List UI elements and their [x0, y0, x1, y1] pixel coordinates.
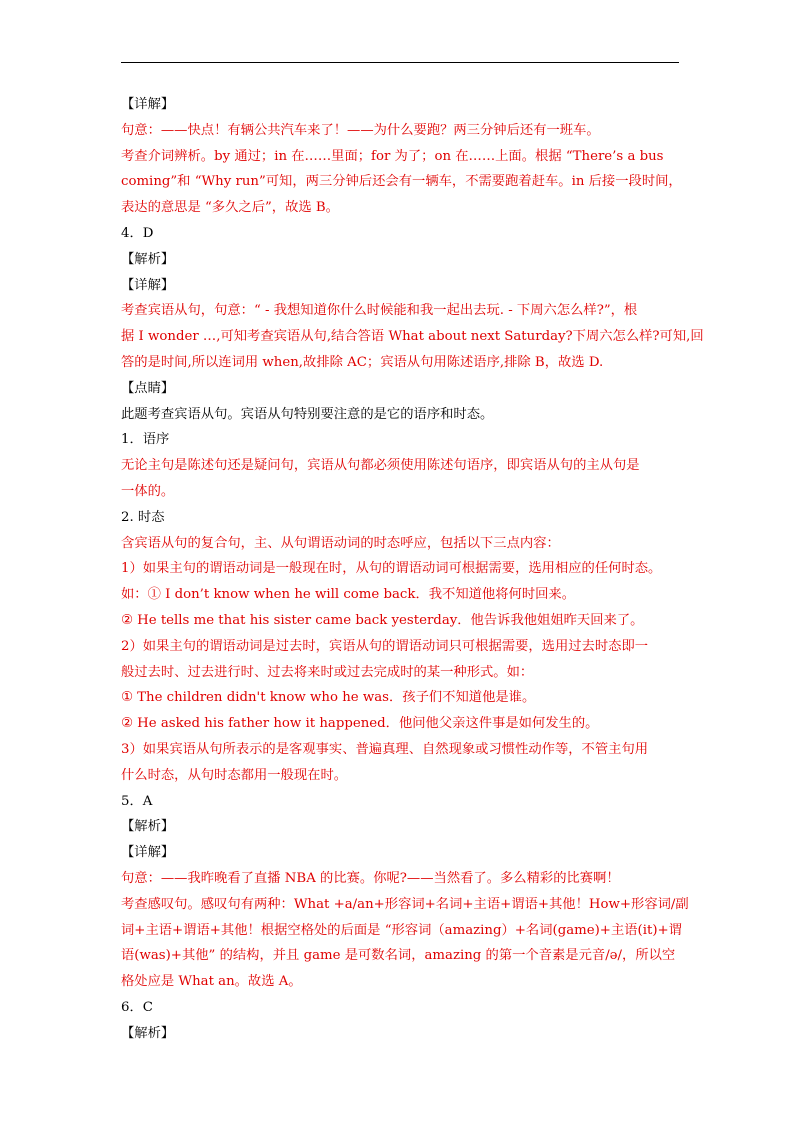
text-line: 【详解】	[121, 845, 175, 861]
text-line: 据 I wonder …,可知考查宾语从句,结合答语 What about next Saturday?下周六怎么样?可知,回	[121, 329, 704, 345]
text-line: 无论主句是陈述句还是疑问句，宾语从句都必须使用陈述句语序，即宾语从句的主从句是	[121, 458, 640, 474]
text-line: 5．A	[121, 793, 153, 809]
text-line: ② He tells me that his sister came back yesterday．他告诉我他姐姐昨天回来了。	[121, 612, 644, 628]
text-line: 4．D	[121, 225, 154, 241]
text-line: 1．语序	[121, 432, 170, 448]
text-line: 一体的。	[121, 483, 175, 499]
text-line: 答的是时间,所以连词用 when,故排除 AC；宾语从句用陈述语序,排除 B，故选 D.	[121, 354, 604, 370]
text-line: 此题考查宾语从句。宾语从句特别要注意的是它的语序和时态。	[121, 406, 494, 422]
text-line: 【点睛】	[121, 380, 175, 396]
text-line: 般过去时、过去进行时、过去将来时或过去完成时的某一种形式。如：	[121, 664, 534, 680]
document-body	[121, 92, 704, 1046]
text-line: 6．C	[121, 999, 153, 1015]
text-line: 2）如果主句的谓语动词是过去时，宾语从句的谓语动词只可根据需要，选用过去时态即一	[121, 638, 649, 654]
text-line: 含宾语从句的复合句，主、从句谓语动词的时态呼应，包括以下三点内容：	[121, 535, 560, 551]
text-line: 格处应是 What an。故选 A。	[121, 974, 302, 990]
header-rule	[121, 62, 679, 63]
text-line: 句意：——快点！有辆公共汽车来了！——为什么要跑？两三分钟后还有一班车。	[121, 122, 600, 138]
text-line: 语(was)+其他” 的结构，并且 game 是可数名词，amazing 的第一个音素是元音/ə/，所以空	[121, 948, 676, 964]
text-line: 表达的意思是 “多久之后”，故选 B。	[121, 200, 339, 216]
text-line: 【详解】	[121, 97, 175, 112]
text-line: 考查宾语从句，句意：“ - 我想知道你什么时候能和我一起出去玩. - 下周六怎么样?”，根	[121, 303, 638, 319]
text-line: 1）如果主句的谓语动词是一般现在时，从句的谓语动词可根据需要，选用相应的任何时态。	[121, 561, 662, 577]
text-line: 【解析】	[121, 251, 175, 267]
text-line: 【详解】	[121, 277, 175, 293]
text-line: coming”和 “Why run”可知，两三分钟后还会有一辆车，不需要跑着赶车。in 后接一段时间，	[121, 174, 682, 190]
text-line: 什么时态，从句时态都用一般现在时。	[121, 767, 348, 783]
text-line: 句意：——我昨晚看了直播 NBA 的比赛。你呢?——当然看了。多么精彩的比赛啊！	[121, 870, 620, 886]
text-line: 【解析】	[121, 819, 175, 835]
text-line: 3）如果宾语从句所表示的是客观事实、普遍真理、自然现象或习惯性动作等，不管主句用	[121, 741, 649, 757]
text-line: 如：① I don’t know when he will come back．我不知道他将何时回来。	[121, 587, 576, 603]
text-line: 词+主语+谓语+其他！根据空格处的后面是 “形容词（amazing）+名词(game)+主语(it)+谓	[121, 922, 682, 938]
text-line: 【解析】	[121, 1025, 175, 1041]
text-line: ② He asked his father how it happened．他问他父亲这件事是如何发生的。	[121, 716, 599, 732]
text-line: 考查介词辨析。by 通过；in 在……里面；for 为了；on 在……上面。根据 “There’s a bus	[121, 148, 664, 164]
text-line: ① The children didn't know who he was．孩子们不知道他是谁。	[121, 690, 536, 706]
text-line: 2. 时态	[121, 509, 165, 525]
text-line: 考查感叹句。感叹句有两种：What +a/an+形容词+名词+主语+谓语+其他！How+形容词/副	[121, 896, 689, 912]
